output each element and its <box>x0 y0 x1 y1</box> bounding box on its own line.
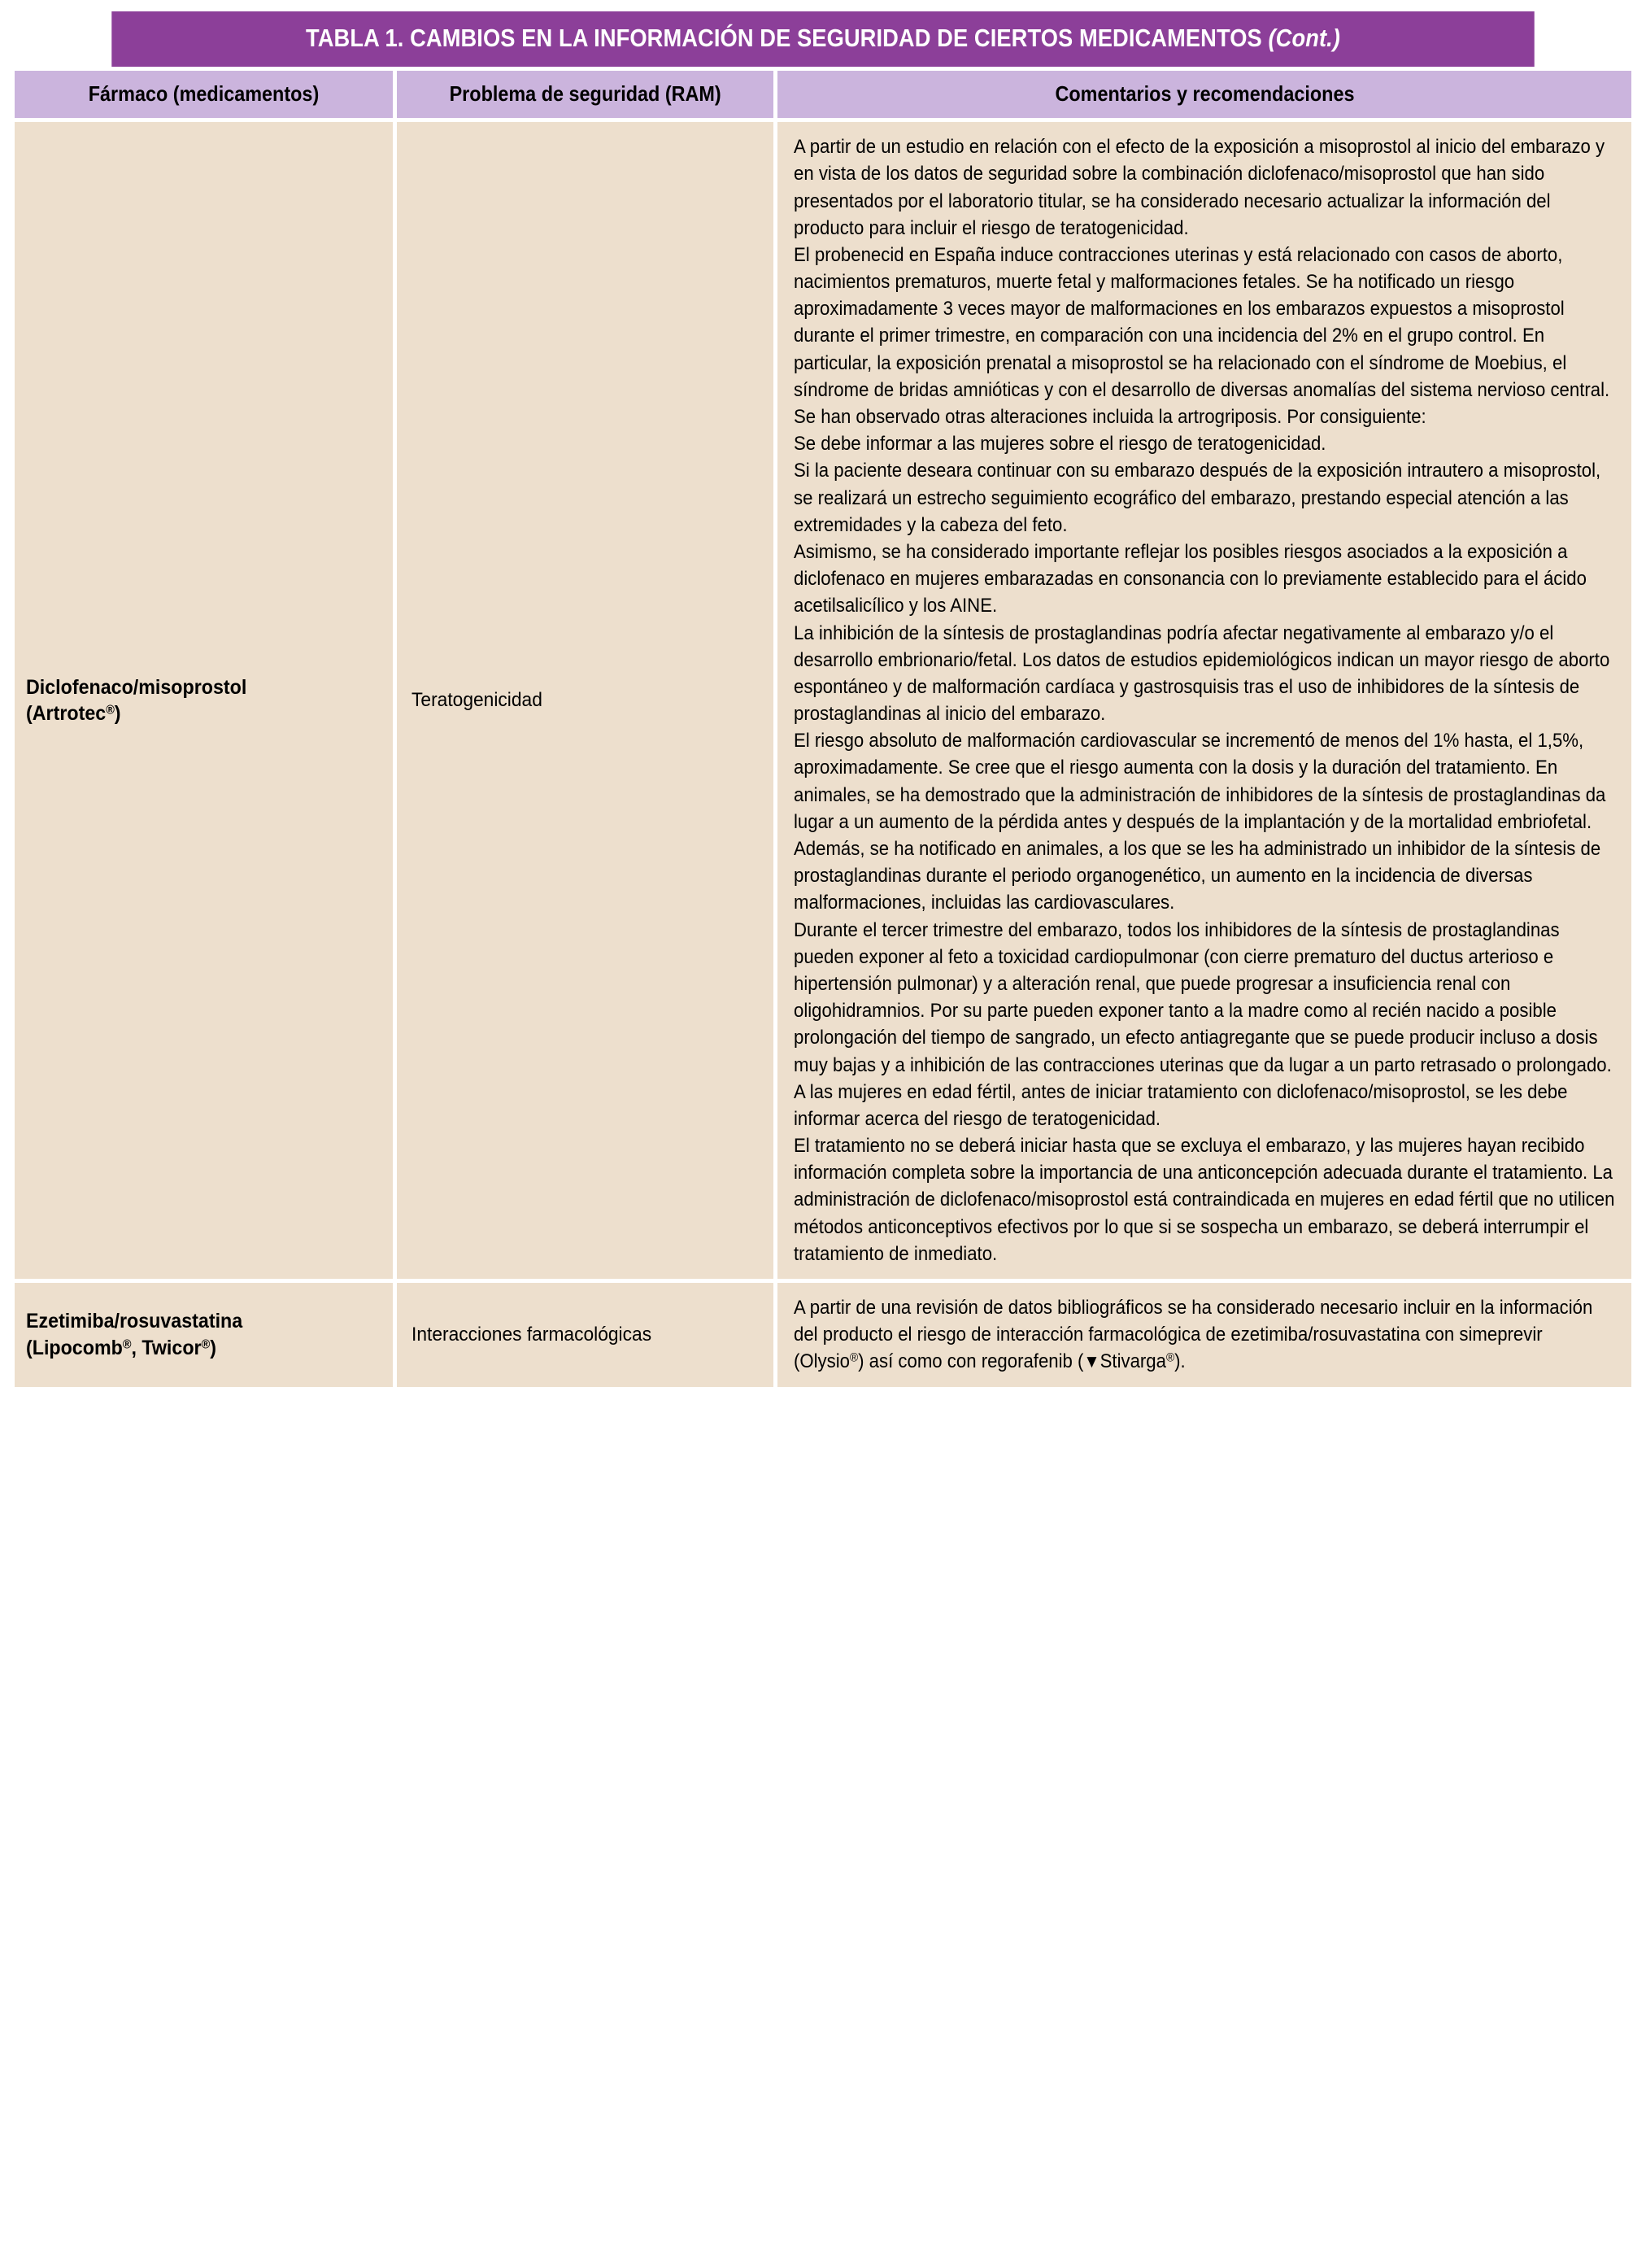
column-header-row <box>15 71 1631 119</box>
table-title-continuation: (Cont.) <box>1268 24 1340 52</box>
safety-issue-text: Teratogenicidad <box>412 689 542 712</box>
table-row <box>15 122 1631 1279</box>
comment-paragraph: El riesgo absoluto de malformación cardiovascular se incrementó de menos del 1% hasta, el 1,5%, aproximadamente. Se cree que el riesgo aumenta con la dosis y la duración del tratamiento. En animales, se ha demostrado que la administración de inhibidores de la síntesis de prostaglandinas da lugar a un aumento de la pérdida antes y después de la implantación y de la mortalidad embriofetal. Además, se ha notificado en animales, a los que se les ha administrado un inhibidor de la síntesis de prostaglandinas durante el periodo organogenético, un aumento en la incidencia de diversas malformaciones, incluidas las cardiovasculares. <box>794 730 1606 914</box>
comment-paragraph: El tratamiento no se deberá iniciar hasta que se excluya el embarazo, y las mujeres hayan recibido información completa sobre la importancia de una anticoncepción adecuada durante el tratamiento. La administración de diclofenaco/misoprostol está contraindicada en mujeres en edad fértil que no utilicen métodos anticonceptivos efectivos por lo que si se sospecha un embarazo, se deberá interrumpir el tratamiento de inmediato. <box>794 1135 1615 1265</box>
cell-safety-issue <box>397 1283 777 1387</box>
comment-segment-1: A partir de una revisión de datos bibliográficos se ha considerado necesario incluir en la información del producto el riesgo de interacción farmacológica de ezetimiba/rosuvastatina con simeprevir (Olysio <box>794 1297 1593 1373</box>
comment-paragraph: Asimismo, se ha considerado importante reflejar los posibles riesgos asociados a la exposición a diclofenaco en mujeres embarazadas en consonancia con lo previamente establecido para el ácido acetilsalicílico y los AINE. <box>794 540 1587 617</box>
column-header-drug: Fármaco (medicamentos) <box>15 71 397 119</box>
registered-trademark-icon: ® <box>122 1337 132 1352</box>
comment-paragraph: Se debe informar a las mujeres sobre el riesgo de teratogenicidad. <box>794 433 1326 456</box>
cell-drug-name <box>15 1283 397 1387</box>
comment-paragraph: Durante el tercer trimestre del embarazo, todos los inhibidores de la síntesis de prostaglandinas pueden exponer al feto a toxicidad cardiopulmonar (con cierre prematuro del ductus arterioso e hipertensión pulmonar) y a alteración renal, que puede progresar a insuficiencia renal con oligohidramnios. Por su parte pueden exponer tanto a la madre como al recién nacido a posible prolongación del tiempo de sangrado, un efecto antiagregante que se puede producir incluso a dosis muy bajas y a inhibición de las contracciones uterinas que da lugar a un parto retrasado o prolongado. <box>794 918 1612 1076</box>
cell-comments <box>777 1283 1631 1387</box>
drug-name-line-1: Diclofenaco/misoprostol <box>26 675 247 699</box>
cell-drug-name <box>15 122 397 1279</box>
registered-trademark-icon: ® <box>106 703 115 717</box>
comment-segment-2: ) así como con regorafenib ( <box>858 1350 1084 1373</box>
drug-brand-open: (Lipocomb <box>26 1336 123 1359</box>
black-triangle-icon: ▼ <box>1083 1351 1100 1372</box>
drug-brand-close: ) <box>114 702 121 726</box>
column-header-safety-issue: Problema de seguridad (RAM) <box>397 71 777 119</box>
table-title-main: TABLA 1. CAMBIOS EN LA INFORMACIÓN DE SEGURIDAD DE CIERTOS MEDICAMENTOS <box>306 24 1269 52</box>
table-row <box>15 1283 1631 1387</box>
drug-brand-middle: , Twicor <box>131 1336 202 1359</box>
comment-paragraph <box>794 1294 1617 1376</box>
cell-comments <box>777 122 1631 1279</box>
drug-name-line-2 <box>26 1335 385 1362</box>
comment-segment-3: Stivarga <box>1100 1350 1166 1373</box>
registered-trademark-icon: ® <box>849 1351 859 1366</box>
drug-brand-close: ) <box>210 1336 216 1359</box>
drug-brand-open: (Artrotec <box>26 702 107 726</box>
comment-paragraph: El probenecid en España induce contracciones uterinas y está relacionado con casos de aborto, nacimientos prematuros, muerte fetal y malformaciones fetales. Se ha notificado un riesgo aproximadamente 3 veces mayor de malformaciones en los embarazos expuestos a misoprostol durante el primer trimestre, en comparación con una incidencia del 2% en el grupo control. En particular, la exposición prenatal a misoprostol se ha relacionado con el síndrome de Moebius, el síndrome de bridas amnióticas y con el desarrollo de diversas anomalías del sistema nervioso central. Se han observado otras alteraciones incluida la artrogriposis. Por consiguiente: <box>794 243 1610 429</box>
drug-name-line-2 <box>26 700 385 727</box>
comment-paragraph: A partir de un estudio en relación con el efecto de la exposición a misoprostol al inicio del embarazo y en vista de los datos de seguridad sobre la combinación diclofenaco/misoprostol que han sido presentados por el laboratorio titular, se ha considerado necesario actualizar la información del producto para incluir el riesgo de teratogenicidad. <box>794 136 1605 239</box>
medication-safety-table <box>15 11 1631 1387</box>
table-title <box>111 11 1534 67</box>
registered-trademark-icon: ® <box>201 1337 211 1352</box>
drug-name-line-1: Ezetimiba/rosuvastatina <box>26 1310 243 1333</box>
comment-paragraph: A las mujeres en edad fértil, antes de iniciar tratamiento con diclofenaco/misoprostol, se les debe informar acerca del riesgo de teratogenicidad. <box>794 1080 1568 1130</box>
table-title-row <box>15 11 1631 67</box>
cell-safety-issue <box>397 122 777 1279</box>
registered-trademark-icon: ® <box>1165 1351 1175 1366</box>
column-header-comments: Comentarios y recomendaciones <box>777 71 1631 119</box>
comment-paragraph: La inhibición de la síntesis de prostaglandinas podría afectar negativamente al embarazo y/o el desarrollo embrionario/fetal. Los datos de estudios epidemiológicos indican un mayor riesgo de aborto espontáneo y de malformación cardíaca y gastrosquisis tras el uso de inhibidores de la síntesis de prostaglandinas al inicio del embarazo. <box>794 622 1610 726</box>
safety-issue-text: Interacciones farmacológicas <box>412 1324 652 1346</box>
comment-paragraph: Si la paciente deseara continuar con su embarazo después de la exposición intrautero a misoprostol, se realizará un estrecho seguimiento ecográfico del embarazo, prestando especial atención a las extremidades y la cabeza del feto. <box>794 460 1601 536</box>
comment-segment-4: ). <box>1174 1350 1186 1373</box>
